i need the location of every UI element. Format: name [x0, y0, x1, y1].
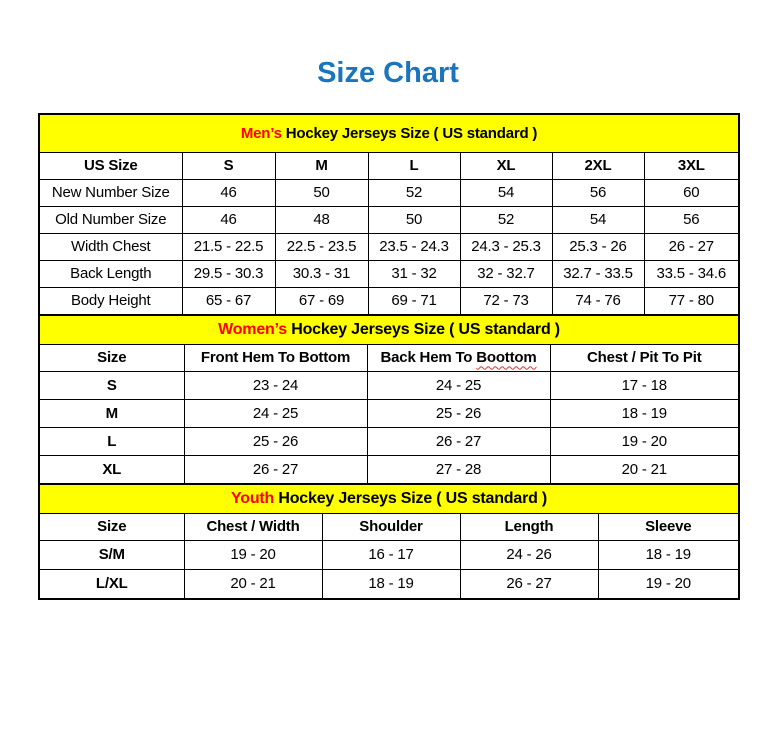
table-row	[39, 179, 739, 206]
cell-value: 27 - 28	[367, 455, 550, 484]
cell-value: 52	[368, 179, 460, 206]
column-header: M	[275, 152, 368, 179]
womens-banner-highlight: Women’s	[218, 320, 287, 338]
cell-value: 24 - 26	[460, 540, 598, 569]
cell-value: 26 - 27	[644, 233, 739, 260]
row-label: Back Length	[39, 260, 182, 287]
page-title: Size Chart	[317, 57, 459, 89]
cell-value: 32 - 32.7	[460, 260, 552, 287]
row-label: S/M	[39, 540, 184, 569]
cell-value: 31 - 32	[368, 260, 460, 287]
row-label: Width Chest	[39, 233, 182, 260]
cell-value: 46	[182, 206, 275, 233]
column-header: Size	[39, 513, 184, 540]
table-row	[39, 287, 739, 315]
cell-value: 20 - 21	[550, 455, 739, 484]
womens-banner-row	[39, 315, 739, 345]
table-row	[39, 260, 739, 287]
cell-value: 52	[460, 206, 552, 233]
cell-value: 23 - 24	[184, 371, 367, 399]
youth-banner-row	[39, 484, 739, 514]
cell-value: 30.3 - 31	[275, 260, 368, 287]
cell-value: 24 - 25	[184, 399, 367, 427]
cell-value: 24 - 25	[367, 371, 550, 399]
cell-value: 29.5 - 30.3	[182, 260, 275, 287]
cell-value: 19 - 20	[184, 540, 322, 569]
table-row	[39, 371, 739, 399]
cell-value: 74 - 76	[552, 287, 644, 315]
cell-value: 77 - 80	[644, 287, 739, 315]
youth-header-row	[39, 513, 739, 540]
column-header: US Size	[39, 152, 182, 179]
mens-banner: Men’s Hockey Jerseys Size ( US standard )	[39, 114, 739, 153]
misspelled-word: Boottom	[476, 349, 537, 367]
cell-value: 19 - 20	[550, 427, 739, 455]
cell-value: 16 - 17	[322, 540, 460, 569]
column-header: Sleeve	[598, 513, 739, 540]
womens-size-table	[38, 314, 740, 485]
youth-size-table	[38, 483, 740, 600]
cell-value: 50	[368, 206, 460, 233]
row-label: M	[39, 399, 184, 427]
cell-value: 24.3 - 25.3	[460, 233, 552, 260]
table-row	[39, 399, 739, 427]
table-row	[39, 427, 739, 455]
cell-value: 19 - 20	[598, 569, 739, 599]
cell-value: 54	[460, 179, 552, 206]
cell-value: 67 - 69	[275, 287, 368, 315]
cell-value: 25.3 - 26	[552, 233, 644, 260]
cell-value: 18 - 19	[550, 399, 739, 427]
youth-banner: Youth Hockey Jerseys Size ( US standard )	[39, 484, 739, 514]
column-header: L	[368, 152, 460, 179]
column-header: S	[182, 152, 275, 179]
youth-banner-highlight: Youth	[230, 489, 275, 507]
cell-value: 65 - 67	[182, 287, 275, 315]
column-header: Length	[460, 513, 598, 540]
cell-value: 60	[644, 179, 739, 206]
mens-header-row	[39, 152, 739, 179]
cell-value: 26 - 27	[460, 569, 598, 599]
mens-banner-highlight: Men’s	[240, 124, 282, 142]
row-label: New Number Size	[39, 179, 182, 206]
row-label: XL	[39, 455, 184, 484]
column-header: 2XL	[552, 152, 644, 179]
cell-value: 20 - 21	[184, 569, 322, 599]
cell-value: 56	[552, 179, 644, 206]
size-tables	[38, 113, 738, 600]
column-header: Front Hem To Bottom	[184, 344, 367, 371]
cell-value: 21.5 - 22.5	[182, 233, 275, 260]
cell-value: 18 - 19	[322, 569, 460, 599]
column-header: Chest / Width	[184, 513, 322, 540]
row-label: L/XL	[39, 569, 184, 599]
column-header: Back Hem To Boottom	[367, 344, 550, 371]
column-header: 3XL	[644, 152, 739, 179]
column-header: XL	[460, 152, 552, 179]
row-label: Body Height	[39, 287, 182, 315]
cell-value: 50	[275, 179, 368, 206]
cell-value: 33.5 - 34.6	[644, 260, 739, 287]
table-row	[39, 233, 739, 260]
cell-value: 26 - 27	[367, 427, 550, 455]
cell-value: 69 - 71	[368, 287, 460, 315]
mens-size-table	[38, 113, 740, 316]
table-row	[39, 540, 739, 569]
cell-value: 23.5 - 24.3	[368, 233, 460, 260]
womens-header-row	[39, 344, 739, 371]
cell-value: 32.7 - 33.5	[552, 260, 644, 287]
mens-banner-row	[39, 114, 739, 153]
cell-value: 17 - 18	[550, 371, 739, 399]
row-label: L	[39, 427, 184, 455]
column-header: Shoulder	[322, 513, 460, 540]
column-header: Size	[39, 344, 184, 371]
cell-value: 26 - 27	[184, 455, 367, 484]
column-header: Chest / Pit To Pit	[550, 344, 739, 371]
table-row	[39, 206, 739, 233]
row-label: S	[39, 371, 184, 399]
cell-value: 54	[552, 206, 644, 233]
cell-value: 46	[182, 179, 275, 206]
cell-value: 18 - 19	[598, 540, 739, 569]
cell-value: 22.5 - 23.5	[275, 233, 368, 260]
row-label: Old Number Size	[39, 206, 182, 233]
cell-value: 25 - 26	[367, 399, 550, 427]
cell-value: 48	[275, 206, 368, 233]
cell-value: 72 - 73	[460, 287, 552, 315]
cell-value: 25 - 26	[184, 427, 367, 455]
cell-value: 56	[644, 206, 739, 233]
womens-banner: Women’s Hockey Jerseys Size ( US standard )	[39, 315, 739, 345]
table-row	[39, 455, 739, 484]
table-row	[39, 569, 739, 599]
